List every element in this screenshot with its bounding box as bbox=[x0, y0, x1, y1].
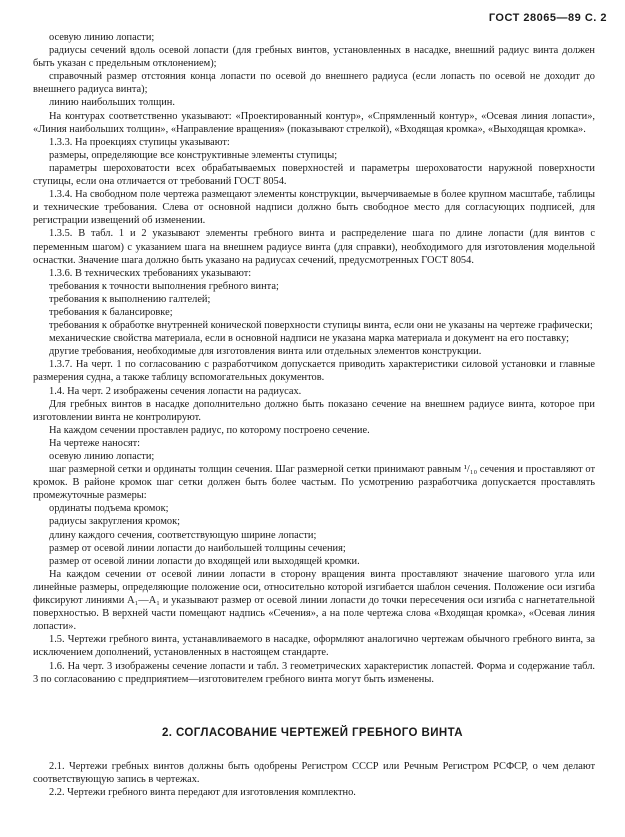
paragraph: На чертеже наносят: bbox=[49, 437, 141, 449]
paragraph: радиусы сечений вдоль осевой лопасти (для гребных винтов, установленных в насадке, внешний радиус винта должен быть указан с предельным отклонением); bbox=[33, 45, 595, 70]
paragraph: ординаты подъема кромок; bbox=[49, 503, 169, 515]
paragraph: 2.1. Чертежи гребных винтов должны быть одобрены Регистром СССР или Речным Регистром РСФСР, о чем делают соответствующую запись в чертежах. bbox=[33, 761, 595, 786]
paragraph: требования к обработке внутренней конической поверхности ступицы винта, если они не указаны на чертеже графически; bbox=[49, 320, 593, 332]
paragraph: 2.2. Чертежи гребного винта передают для изготовления комплектно. bbox=[49, 787, 356, 799]
paragraph: шаг размерной сетки и ординаты толщин сечения. Шаг размерной сетки принимают равным ¹/₁₀ сечения и проставляют от кромок. В районе кромок шаг сетки должен быть более частым. По усмотрению разработчика допускается проставлять промежуточные размеры: bbox=[33, 464, 595, 502]
paragraph: справочный размер отстояния конца лопасти по осевой до внешнего радиуса (если лопасть по осевой не доходит до внешнего радиуса винта); bbox=[33, 71, 595, 96]
section-2-body bbox=[33, 760, 595, 799]
paragraph: параметры шероховатости всех обрабатываемых поверхностей и параметры шероховатости наружной поверхности ступицы, если она отличается от требований ГОСТ 8054. bbox=[33, 162, 595, 188]
paragraph: осевую линию лопасти; bbox=[49, 451, 155, 462]
paragraph: размер от осевой линии лопасти до входящей или выходящей кромки. bbox=[49, 555, 360, 567]
paragraph: 1.5. Чертежи гребного винта, устанавливаемого в насадке, оформляют аналогично чертежам обычного гребного винта, за исключением дополнений, установленных в настоящем стандарте. bbox=[33, 634, 595, 659]
section-title: 2. СОГЛАСОВАНИЕ ЧЕРТЕЖЕЙ ГРЕБНОГО ВИНТА bbox=[162, 727, 463, 739]
paragraph: На каждом сечении проставлен радиус, по которому построено сечение. bbox=[49, 424, 370, 436]
paragraph: размеры, определяющие все конструктивные элементы ступицы; bbox=[49, 149, 338, 161]
paragraph: 1.6. На черт. 3 изображены сечение лопасти и табл. 3 геометрических характеристик лопастей. Форма и содержание табл. 3 по согласованию с предприятием—изготовителем гребного винта могут быть изменены. bbox=[33, 660, 595, 685]
paragraph: 1.3.6. В технических требованиях указывают: bbox=[49, 267, 252, 279]
paragraph: На каждом сечении от осевой линии лопасти в сторону вращения винта проставляют значение шагового угла или линейные размеры, определяющие положение оси, относительно которой изгибается шаблон сечения. Положение оси изгиба фиксируют линиями A₁—A₁ и указывают размер от осевой линии лопасти до точки пересечения оси изгиба с нагнетательной поверхностью. В верхней части помещают надпись «Сечения», а на поле чертежа слова «Входящая кромка», «Осевая линия лопасти». bbox=[33, 568, 595, 633]
paragraph: требования к точности выполнения гребного винта; bbox=[49, 280, 279, 292]
paragraph: 1.3.4. На свободном поле чертежа размещают элементы конструкции, вычерчиваемые в более крупном масштабе, таблицы и технические требования. Слева от основной надписи должно быть свободное место для согласующих подписей, для регистрации извещений об изменении. bbox=[33, 189, 595, 227]
document-body bbox=[33, 31, 595, 686]
paragraph: требования к выполнению галтелей; bbox=[49, 293, 211, 305]
paragraph: требования к балансировке; bbox=[49, 306, 173, 318]
paragraph: линию наибольших толщин. bbox=[49, 97, 175, 109]
paragraph: 1.4. На черт. 2 изображены сечения лопасти на радиусах. bbox=[49, 385, 302, 397]
paragraph: На контурах соответственно указывают: «Проектированный контур», «Спрямленный контур», «Осевая линия лопасти», «Линия наибольших толщин», «Направление вращения» (показывают стрелкой), «Входящая кромка», «Выходящая кромка». bbox=[33, 110, 595, 135]
paragraph: длину каждого сечения, соответствующую ширине лопасти; bbox=[49, 529, 317, 541]
paragraph: механические свойства материала, если в основной надписи не указана марка материала и документ на его поставку; bbox=[49, 333, 570, 345]
paragraph: 1.3.5. В табл. 1 и 2 указывают элементы гребного винта и распределение шага по длине лопасти (для винтов с переменным шагом) с указанием шага на внешнем радиусе винта (для справки), необходимого для изготовления модельной оснастки. Значение шага должно быть указано на радиусах сечений, предусмотренных ГОСТ 8054. bbox=[33, 228, 595, 266]
paragraph: Для гребных винтов в насадке дополнительно должно быть показано сечение на внешнем радиусе винта, которое при изготовлении винта не контролируют. bbox=[33, 398, 595, 423]
paragraph: радиусы закругления кромок; bbox=[49, 516, 181, 528]
paragraph: размер от осевой линии лопасти до наибольшей толщины сечения; bbox=[49, 542, 346, 554]
page-header: ГОСТ 28065—89 С. 2 bbox=[488, 12, 607, 24]
paragraph: 1.3.3. На проекциях ступицы указывают: bbox=[49, 136, 230, 148]
paragraph: 1.3.7. На черт. 1 по согласованию с разработчиком допускается приводить характеристики силовой установки и главные размерения судна, а также таблицу вспомогательных документов. bbox=[33, 359, 595, 384]
paragraph: другие требования, необходимые для изготовления винта или отдельных элементов конструкции. bbox=[49, 346, 482, 358]
paragraph: осевую линию лопасти; bbox=[49, 32, 155, 43]
